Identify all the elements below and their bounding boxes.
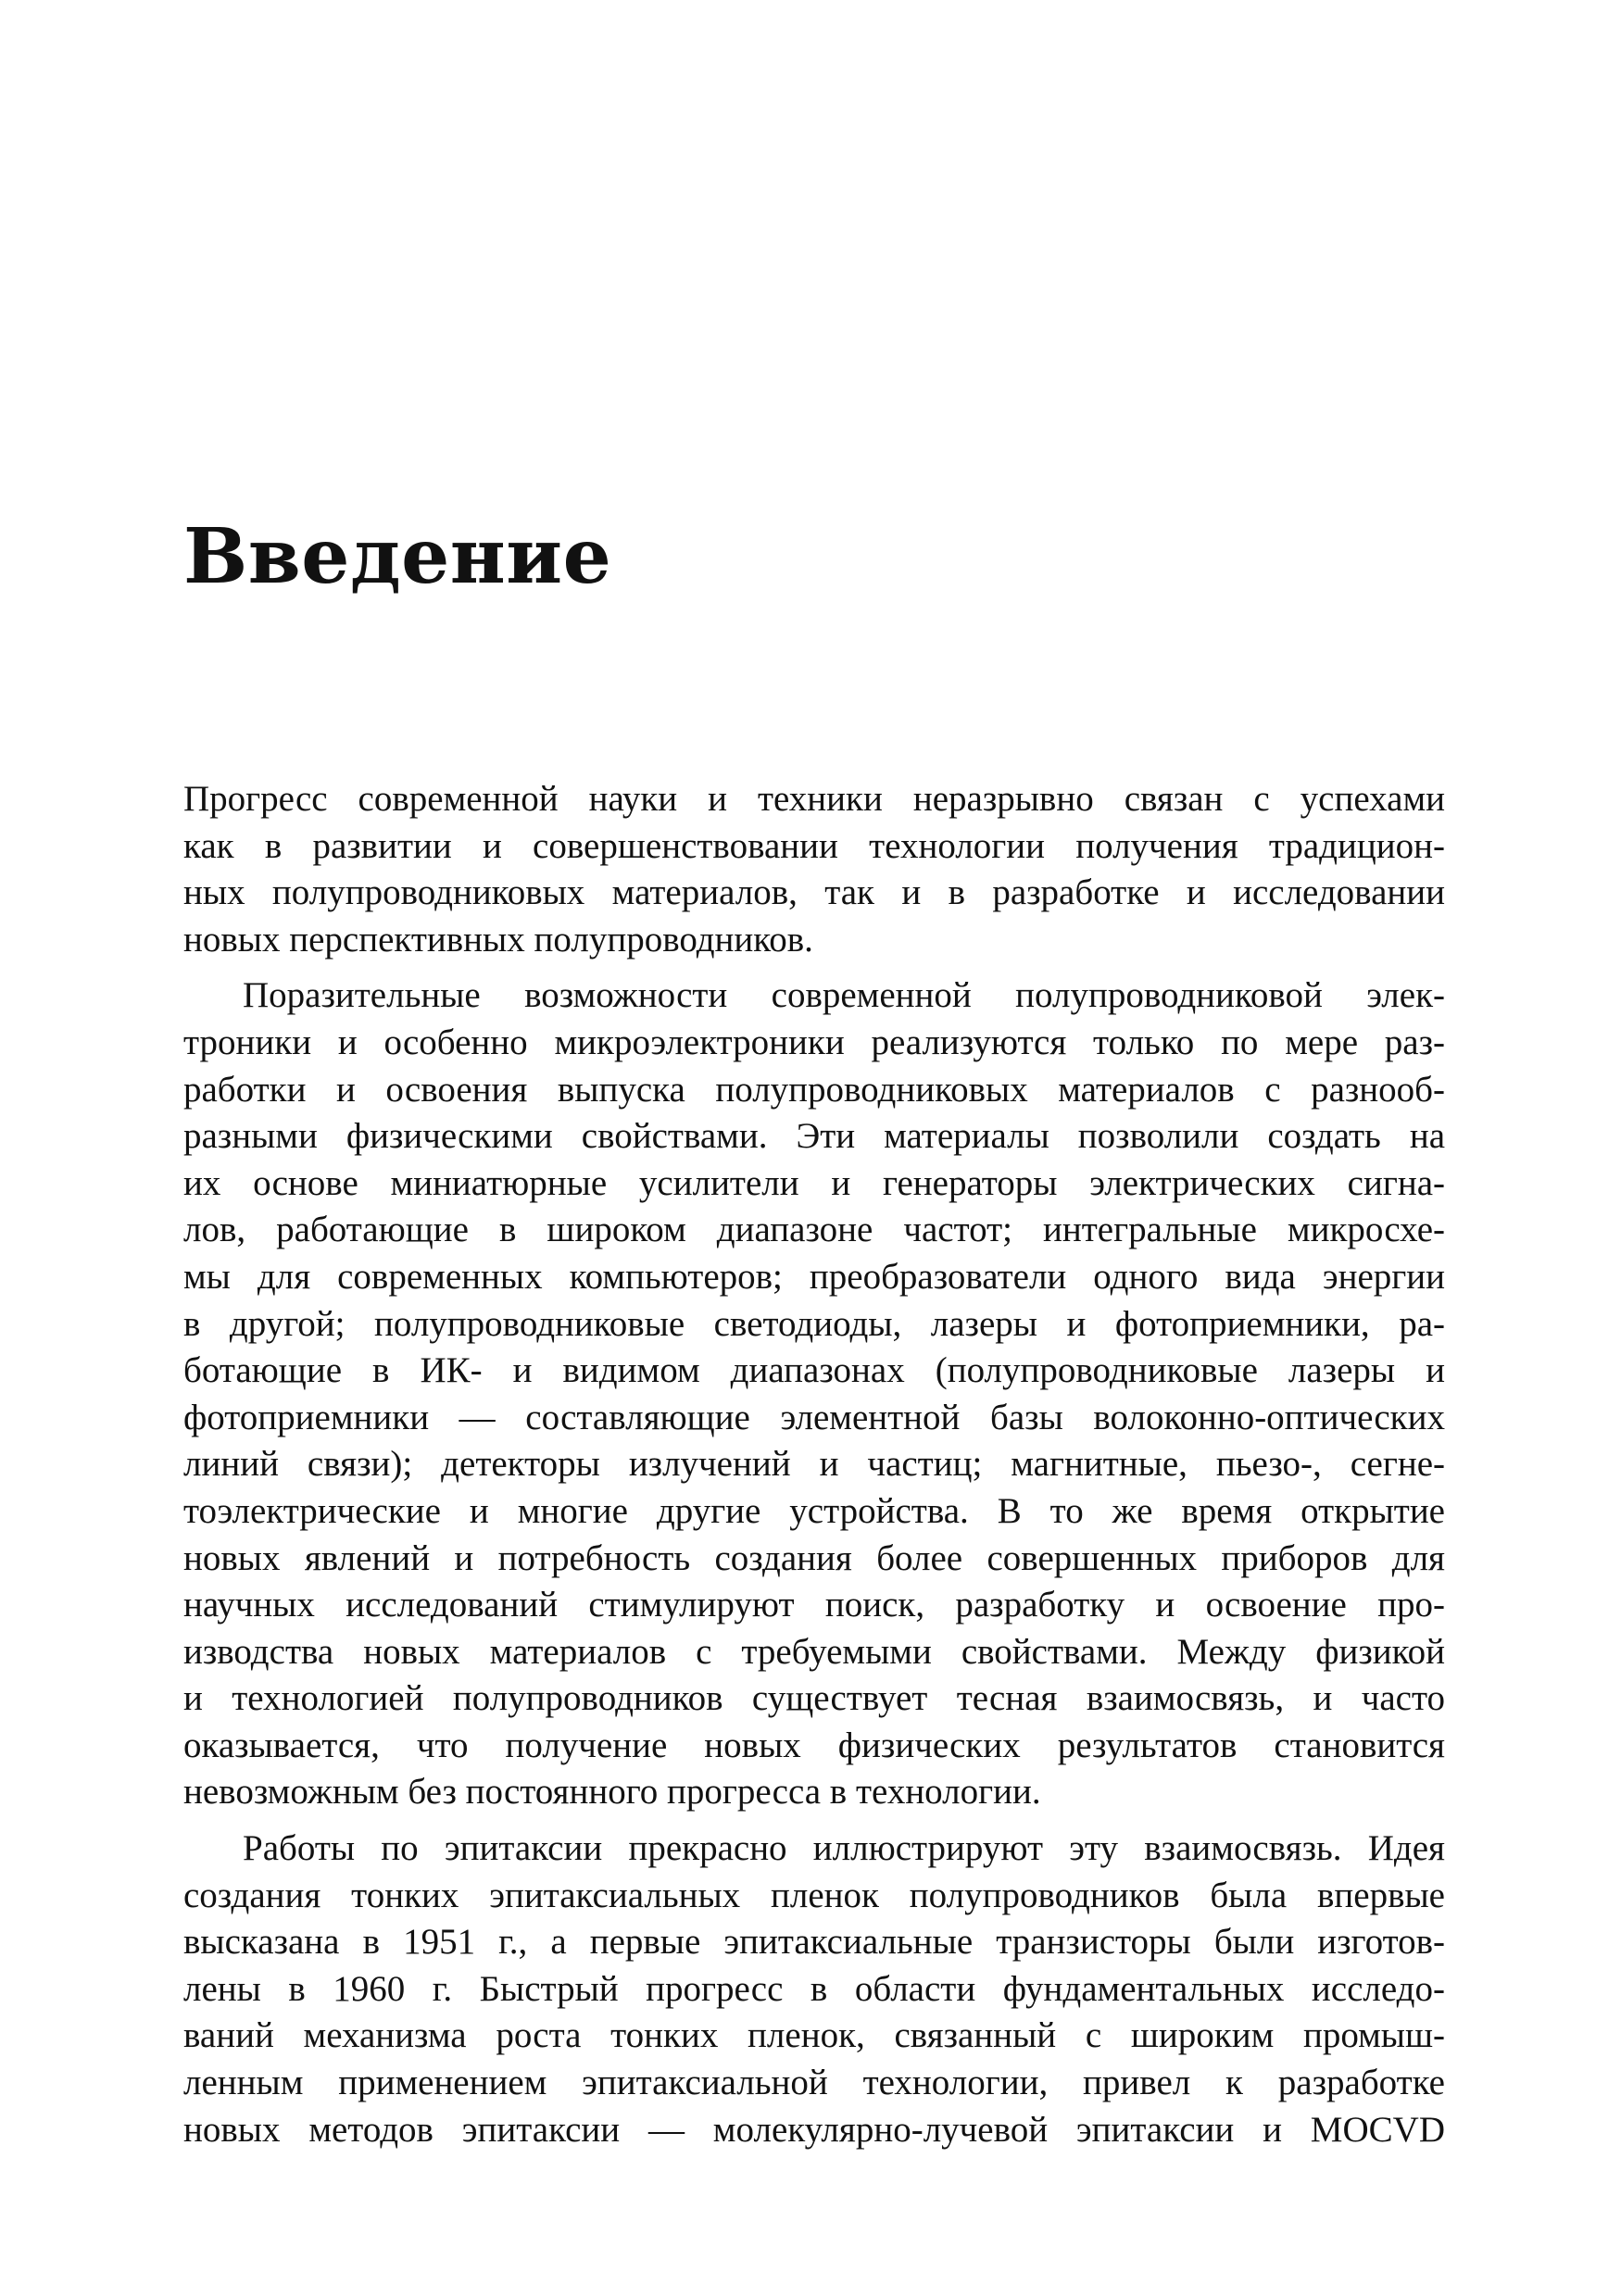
paragraph-3 bbox=[183, 1826, 1445, 2153]
text-line: ботающие в ИК- и видимом диапазонах (полупроводниковые лазеры и bbox=[183, 1350, 1445, 1391]
text-line: линий связи); детекторы излучений и частиц; магнитные, пьезо-, сегне- bbox=[183, 1444, 1445, 1485]
text-line: в другой; полупроводниковые светодиоды, лазеры и фотоприемники, ра- bbox=[183, 1303, 1445, 1344]
paragraph-1 bbox=[183, 776, 1445, 963]
text-line: мы для современных компьютеров; преобразователи одного вида энергии bbox=[183, 1256, 1445, 1297]
text-line: и технологией полупроводников существует тесная взаимосвязь, и часто bbox=[183, 1678, 1445, 1719]
text-line: троники и особенно микроэлектроники реализуются только по мере раз- bbox=[183, 1022, 1445, 1062]
text-line: невозможным без постоянного прогресса в технологии. bbox=[183, 1772, 1041, 1813]
text-line: Поразительные возможности современной полупроводниковой элек- bbox=[243, 975, 1445, 1016]
text-line: новых перспективных полупроводников. bbox=[183, 919, 813, 960]
body-text bbox=[183, 776, 1445, 2153]
text-line: лены в 1960 г. Быстрый прогресс в области фундаментальных исследо- bbox=[183, 1968, 1445, 2009]
text-line: Работы по эпитаксии прекрасно иллюстрируют эту взаимосвязь. Идея bbox=[243, 1828, 1445, 1869]
paragraph-2 bbox=[183, 972, 1445, 1816]
text-line: ленным применением эпитаксиальной технологии, привел к разработке bbox=[183, 2063, 1445, 2103]
text-line: как в развитии и совершенствовании технологии получения традицион- bbox=[183, 825, 1445, 866]
text-line: тоэлектрические и многие другие устройства. В то же время открытие bbox=[183, 1490, 1445, 1531]
text-line: изводства новых материалов с требуемыми свойствами. Между физикой bbox=[183, 1631, 1445, 1672]
text-line: лов, работающие в широком диапазоне частот; интегральные микросхе- bbox=[183, 1210, 1445, 1250]
text-line: ваний механизма роста тонких пленок, связанный с широким промыш- bbox=[183, 2015, 1445, 2056]
text-line: ных полупроводниковых материалов, так и в разработке и исследовании bbox=[183, 872, 1445, 913]
text-line: фотоприемники — составляющие элементной базы волоконно-оптических bbox=[183, 1397, 1445, 1437]
text-line: оказывается, что получение новых физических результатов становится bbox=[183, 1725, 1445, 1765]
text-line: новых явлений и потребность создания более совершенных приборов для bbox=[183, 1537, 1445, 1578]
text-line: создания тонких эпитаксиальных пленок полупроводников была впервые bbox=[183, 1875, 1445, 1915]
text-line: их основе миниатюрные усилители и генераторы электрических сигна- bbox=[183, 1162, 1445, 1203]
text-line: высказана в 1951 г., а первые эпитаксиальные транзисторы были изготов- bbox=[183, 1922, 1445, 1963]
text-line: научных исследований стимулируют поиск, разработку и освоение про- bbox=[183, 1585, 1445, 1625]
text-line: новых методов эпитаксии — молекулярно-лучевой эпитаксии и MOCVD bbox=[183, 2109, 1445, 2150]
chapter-title: Введение bbox=[183, 512, 612, 601]
text-line: Прогресс современной науки и техники неразрывно связан с успехами bbox=[183, 779, 1445, 819]
text-line: разными физическими свойствами. Эти материалы позволили создать на bbox=[183, 1116, 1445, 1157]
text-line: работки и освоения выпуска полупроводниковых материалов с разнооб- bbox=[183, 1069, 1445, 1110]
